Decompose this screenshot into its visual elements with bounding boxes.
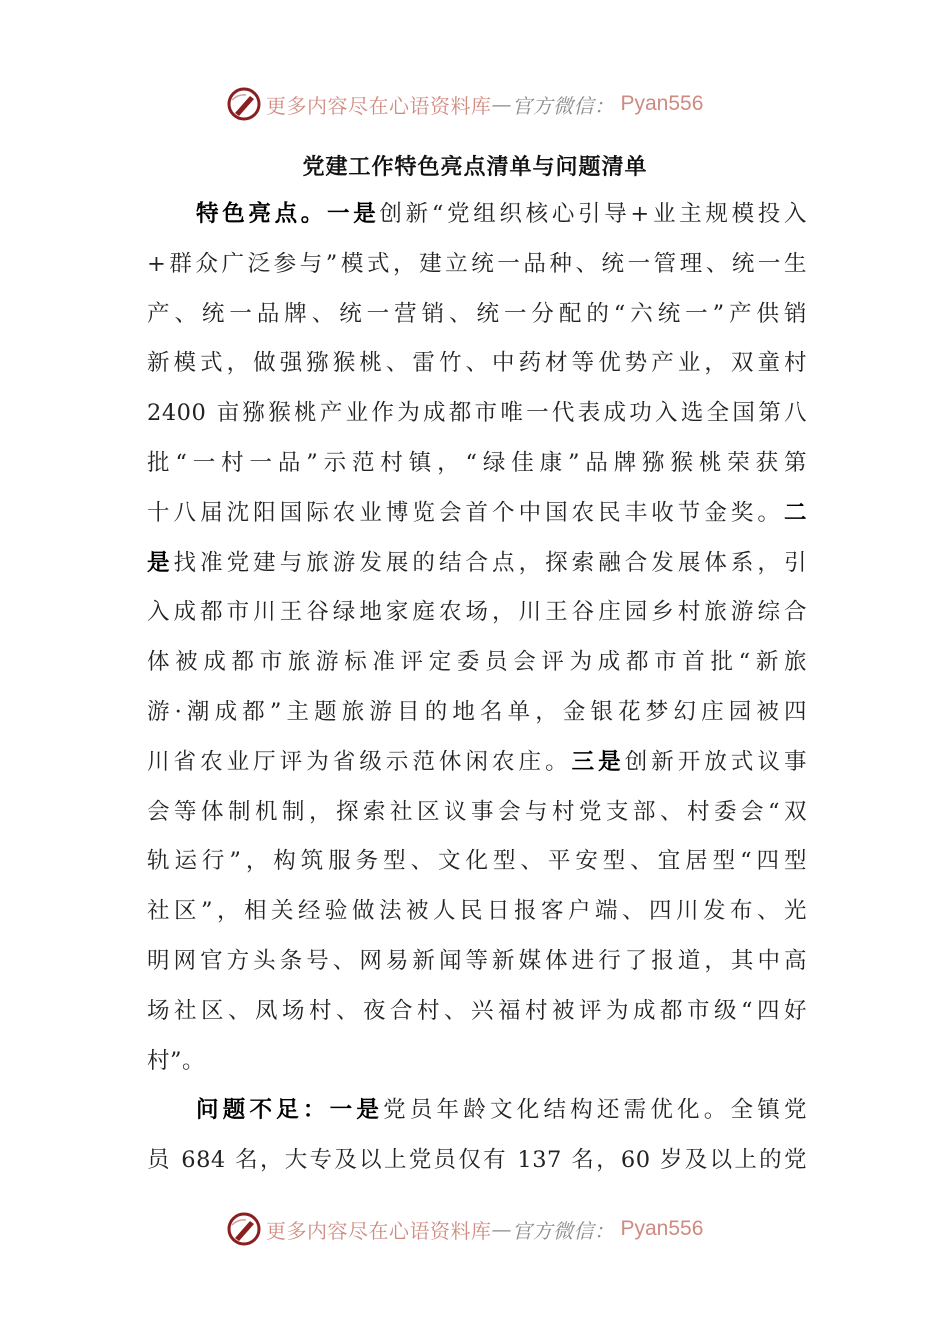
bold-lead: 二 xyxy=(783,499,807,526)
paragraph-line: 2400 亩猕猴桃产业作为成都市唯一代表成功入选全国第八 xyxy=(147,400,807,427)
bold-lead: 特色亮点。一是 xyxy=(196,201,380,227)
watermark-wechat-id: Pyan556 xyxy=(620,1217,704,1240)
paragraph-line: 十八届沈阳国际农业博览会首个中国农民丰收节金奖。二 xyxy=(147,499,807,526)
document-body xyxy=(147,190,807,1186)
paragraph-line: 问题不足：一是党员年龄文化结构还需优化。全镇党 xyxy=(196,1097,807,1124)
paragraph-line: 新模式，做强猕猴桃、雷竹、中药材等优势产业，双童村 xyxy=(147,350,807,377)
watermark-wechat-id: Pyan556 xyxy=(620,92,704,115)
watermark-label: 官方微信： xyxy=(512,93,615,118)
paragraph-line: 社区”，相关经验做法被人民日报客户端、四川发布、光 xyxy=(147,898,807,925)
paragraph-line: 游·潮成都”主题旅游目的地名单，金银花梦幻庄园被四 xyxy=(147,698,807,725)
bold-lead: 三是 xyxy=(571,748,625,775)
watermark-banner-bottom xyxy=(226,1209,726,1249)
paragraph-line: 场社区、凤场村、夜合村、兴福村被评为成都市级“四好 xyxy=(147,997,807,1024)
paragraph-line: 入成都市川王谷绿地家庭农场，川王谷庄园乡村旅游综合 xyxy=(147,599,807,626)
paragraph-line: 轨运行”，构筑服务型、文化型、平安型、宜居型“四型 xyxy=(147,848,807,875)
watermark-banner-top xyxy=(226,84,726,124)
pen-logo-icon xyxy=(226,1211,262,1247)
paragraph-line: 特色亮点。一是创新“党组织核心引导+业主规模投入 xyxy=(196,201,807,227)
bold-lead: 问题不足：一是 xyxy=(196,1097,384,1124)
paragraph-line: 体被成都市旅游标准评定委员会评为成都市首批“新旅 xyxy=(147,649,807,676)
watermark-label: 官方微信： xyxy=(512,1218,615,1243)
pen-logo-icon xyxy=(226,86,262,122)
paragraph-line: +群众广泛参与”模式，建立统一品种、统一管理、统一生 xyxy=(147,250,807,277)
watermark-brand: 更多内容尽在心语资料库 xyxy=(266,1218,492,1243)
bold-lead: 是 xyxy=(147,549,174,576)
paragraph-line: 产、统一品牌、统一营销、统一分配的“六统一”产供销 xyxy=(147,300,807,327)
watermark-separator: — xyxy=(491,92,512,116)
document-title: 党建工作特色亮点清单与问题清单 xyxy=(302,154,648,180)
paragraph-line: 批“一村一品”示范村镇，“绿佳康”品牌猕猴桃荣获第 xyxy=(147,449,807,476)
paragraph-line: 是找准党建与旅游发展的结合点，探索融合发展体系，引 xyxy=(147,549,807,576)
watermark-brand: 更多内容尽在心语资料库 xyxy=(266,93,492,118)
paragraph-line: 川省农业厅评为省级示范休闲农庄。三是创新开放式议事 xyxy=(147,748,807,775)
paragraph-line: 会等体制机制，探索社区议事会与村党支部、村委会“双 xyxy=(147,798,807,825)
paragraph-line: 员 684 名，大专及以上党员仅有 137 名，60 岁及以上的党 xyxy=(147,1147,807,1174)
paragraph-line: 村”。 xyxy=(147,1047,206,1074)
watermark-separator: — xyxy=(491,1217,512,1241)
paragraph-line: 明网官方头条号、网易新闻等新媒体进行了报道，其中高 xyxy=(147,947,807,974)
